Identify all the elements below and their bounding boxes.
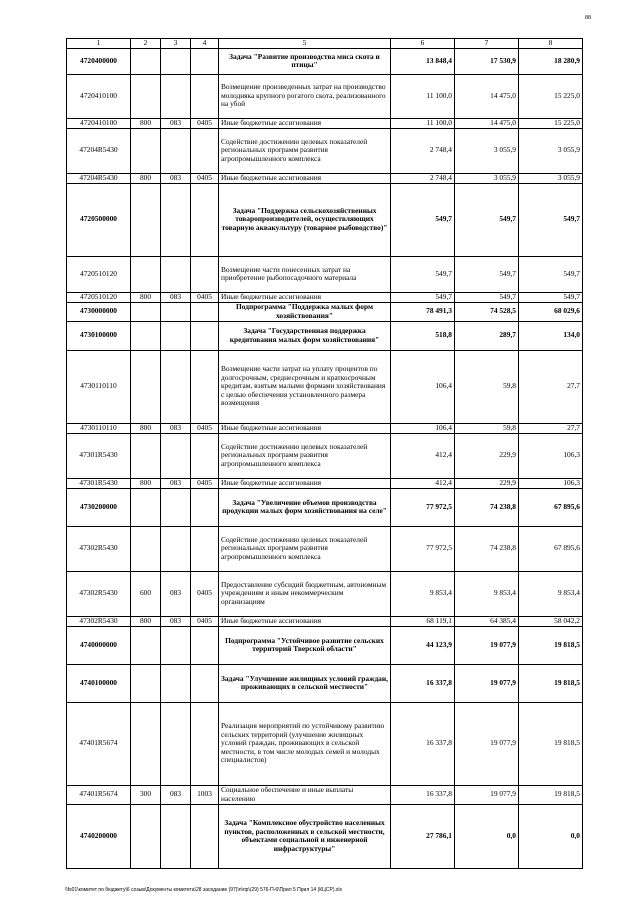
table-row: [67, 423, 583, 433]
row-value-2019: 2 748,4: [391, 128, 455, 173]
row-agency: 083: [161, 423, 191, 433]
row-section: 800: [131, 616, 161, 626]
budget-table: [66, 38, 583, 869]
row-code: 47301R5430: [67, 433, 131, 478]
header-cell: 1: [67, 39, 131, 49]
row-section: [131, 48, 161, 74]
row-value-2021: 106,3: [519, 478, 583, 488]
row-subsection: [191, 302, 219, 321]
row-value-2021: 19 818,5: [519, 664, 583, 702]
row-name: Иные бюджетные ассигнования: [219, 173, 391, 183]
row-section: 800: [131, 423, 161, 433]
row-section: [131, 128, 161, 173]
row-value-2020: 14 475,0: [455, 74, 519, 118]
row-value-2021: 18 280,9: [519, 48, 583, 74]
row-agency: [161, 256, 191, 292]
row-section: [131, 433, 161, 478]
row-subsection: [191, 256, 219, 292]
row-value-2019: 77 972,5: [391, 488, 455, 526]
row-section: [131, 74, 161, 118]
row-subsection: 0405: [191, 423, 219, 433]
row-subsection: 0405: [191, 616, 219, 626]
row-subsection: 0405: [191, 292, 219, 302]
row-subsection: [191, 48, 219, 74]
row-code: 4730110110: [67, 350, 131, 423]
row-subsection: [191, 183, 219, 256]
row-value-2019: 106,4: [391, 423, 455, 433]
row-value-2021: 549,7: [519, 292, 583, 302]
row-value-2020: 64 385,4: [455, 616, 519, 626]
row-subsection: [191, 128, 219, 173]
row-value-2020: 17 530,9: [455, 48, 519, 74]
row-agency: 083: [161, 118, 191, 128]
row-name: Возмещение части затрат на уплату процентов по долгосрочным, среднесрочным и краткосрочным кредитам, взятым малыми формами хозяйствования с целью обеспечения установленного размера возмещения: [219, 350, 391, 423]
row-value-2021: 0,0: [519, 804, 583, 868]
row-agency: [161, 433, 191, 478]
row-value-2019: 68 119,1: [391, 616, 455, 626]
table-row: [67, 321, 583, 350]
row-code: 47204R5430: [67, 128, 131, 173]
row-section: [131, 626, 161, 664]
table-row: [67, 48, 583, 74]
table-row: [67, 173, 583, 183]
row-subsection: [191, 74, 219, 118]
row-value-2021: 19 818,5: [519, 785, 583, 804]
row-value-2019: 11 100,0: [391, 118, 455, 128]
table-row: [67, 804, 583, 868]
row-subsection: [191, 321, 219, 350]
row-name: Содействие достижению целевых показателей региональных программ развития агропромышленного комплекса: [219, 526, 391, 571]
row-code: 4720410100: [67, 74, 131, 118]
row-value-2020: 19 077,9: [455, 664, 519, 702]
row-value-2019: 78 491,3: [391, 302, 455, 321]
row-value-2020: 3 055,9: [455, 128, 519, 173]
row-section: [131, 702, 161, 785]
header-cell: 4: [191, 39, 219, 49]
table-row: [67, 183, 583, 256]
row-code: 4730200000: [67, 488, 131, 526]
row-agency: [161, 702, 191, 785]
row-name: Социальное обеспечение и иные выплаты населению: [219, 785, 391, 804]
row-section: [131, 664, 161, 702]
row-code: 4720500000: [67, 183, 131, 256]
table-row: [67, 702, 583, 785]
table-row: [67, 350, 583, 423]
row-subsection: 0405: [191, 571, 219, 616]
row-subsection: [191, 433, 219, 478]
row-subsection: 0405: [191, 118, 219, 128]
header-cell: 6: [391, 39, 455, 49]
row-value-2019: 77 972,5: [391, 526, 455, 571]
row-value-2021: 549,7: [519, 183, 583, 256]
row-agency: [161, 183, 191, 256]
row-subsection: [191, 702, 219, 785]
row-agency: [161, 526, 191, 571]
row-value-2021: 19 818,5: [519, 702, 583, 785]
table-row: [67, 433, 583, 478]
row-code: 4740200000: [67, 804, 131, 868]
table-row: [67, 128, 583, 173]
row-code: 4730110110: [67, 423, 131, 433]
row-subsection: 0405: [191, 173, 219, 183]
table-row: [67, 256, 583, 292]
row-value-2020: 59,8: [455, 423, 519, 433]
table-row: [67, 571, 583, 616]
row-subsection: [191, 526, 219, 571]
row-value-2019: 412,4: [391, 433, 455, 478]
row-subsection: [191, 350, 219, 423]
header-cell: 5: [219, 39, 391, 49]
row-agency: 083: [161, 571, 191, 616]
table-row: [67, 478, 583, 488]
row-value-2020: 14 475,0: [455, 118, 519, 128]
row-code: 47204R5430: [67, 173, 131, 183]
row-name: Иные бюджетные ассигнования: [219, 423, 391, 433]
row-value-2019: 412,4: [391, 478, 455, 488]
row-agency: [161, 804, 191, 868]
row-value-2019: 106,4: [391, 350, 455, 423]
row-section: 300: [131, 785, 161, 804]
row-agency: 083: [161, 173, 191, 183]
row-value-2021: 27,7: [519, 423, 583, 433]
row-value-2019: 549,7: [391, 256, 455, 292]
row-value-2020: 229,9: [455, 478, 519, 488]
file-path-footer: \\fs01\комитет по бюджету\6 созыв\Документы комитета\28 заседание (97)\п\пр\(29) 576-П-6\Прил 5 Прил 14 (КЦСР).xls: [65, 887, 342, 893]
row-code: 47302R5430: [67, 526, 131, 571]
row-subsection: 0405: [191, 478, 219, 488]
row-value-2019: 9 853,4: [391, 571, 455, 616]
row-subsection: 1003: [191, 785, 219, 804]
row-value-2019: 2 748,4: [391, 173, 455, 183]
row-agency: 083: [161, 292, 191, 302]
row-subsection: [191, 626, 219, 664]
row-value-2020: 9 853,4: [455, 571, 519, 616]
row-value-2021: 19 818,5: [519, 626, 583, 664]
row-code: 4720410100: [67, 118, 131, 128]
row-name: Иные бюджетные ассигнования: [219, 292, 391, 302]
row-value-2021: 15 225,0: [519, 118, 583, 128]
table-row: [67, 785, 583, 804]
row-value-2020: 549,7: [455, 256, 519, 292]
row-value-2020: 289,7: [455, 321, 519, 350]
table-row: [67, 488, 583, 526]
table-row: [67, 292, 583, 302]
table-row: [67, 302, 583, 321]
row-section: [131, 256, 161, 292]
row-code: 4740000000: [67, 626, 131, 664]
row-name: Иные бюджетные ассигнования: [219, 478, 391, 488]
row-name: Иные бюджетные ассигнования: [219, 616, 391, 626]
row-section: [131, 488, 161, 526]
row-name: Задача "Увеличение объемов производства продукции малых форм хозяйствования на селе": [219, 488, 391, 526]
row-section: [131, 526, 161, 571]
row-value-2021: 3 055,9: [519, 173, 583, 183]
row-value-2019: 549,7: [391, 292, 455, 302]
header-cell: 7: [455, 39, 519, 49]
row-name: Возмещение части понесенных затрат на приобретение рыбопосадочного материала: [219, 256, 391, 292]
row-value-2021: 9 853,4: [519, 571, 583, 616]
row-name: Задача "Государственная поддержка кредитования малых форм хозяйствования": [219, 321, 391, 350]
row-code: 47401R5674: [67, 702, 131, 785]
row-agency: 083: [161, 478, 191, 488]
row-name: Иные бюджетные ассигнования: [219, 118, 391, 128]
table-row: [67, 118, 583, 128]
row-subsection: [191, 488, 219, 526]
row-code: 4720510120: [67, 292, 131, 302]
row-value-2020: 74 238,8: [455, 488, 519, 526]
row-code: 47401R5674: [67, 785, 131, 804]
row-value-2019: 549,7: [391, 183, 455, 256]
row-value-2020: 19 077,9: [455, 702, 519, 785]
row-code: 4720510120: [67, 256, 131, 292]
row-value-2020: 229,9: [455, 433, 519, 478]
row-value-2019: 16 337,8: [391, 785, 455, 804]
row-value-2020: 549,7: [455, 183, 519, 256]
row-section: [131, 321, 161, 350]
row-value-2019: 13 848,4: [391, 48, 455, 74]
row-name: Предоставление субсидий бюджетным, автономным учреждениям и иным некоммерческим организациям: [219, 571, 391, 616]
table-row: [67, 664, 583, 702]
row-value-2021: 67 895,6: [519, 488, 583, 526]
row-agency: [161, 350, 191, 423]
table-row: [67, 526, 583, 571]
row-value-2020: 0,0: [455, 804, 519, 868]
row-value-2020: 19 077,9: [455, 626, 519, 664]
row-code: 47301R5430: [67, 478, 131, 488]
row-value-2019: 44 123,9: [391, 626, 455, 664]
row-value-2020: 74 528,5: [455, 302, 519, 321]
row-value-2021: 3 055,9: [519, 128, 583, 173]
row-section: [131, 350, 161, 423]
row-section: [131, 183, 161, 256]
row-value-2021: 134,0: [519, 321, 583, 350]
row-code: 4730100000: [67, 321, 131, 350]
row-agency: [161, 48, 191, 74]
table-header-row: [67, 39, 583, 49]
row-section: 600: [131, 571, 161, 616]
table-row: [67, 74, 583, 118]
header-cell: 8: [519, 39, 583, 49]
header-cell: 3: [161, 39, 191, 49]
row-section: 800: [131, 173, 161, 183]
row-name: Задача "Улучшение жилищных условий граждан, проживающих в сельской местности": [219, 664, 391, 702]
table-row: [67, 626, 583, 664]
row-value-2021: 67 895,6: [519, 526, 583, 571]
row-code: 47302R5430: [67, 616, 131, 626]
row-value-2019: 16 337,8: [391, 702, 455, 785]
row-subsection: [191, 664, 219, 702]
row-agency: [161, 128, 191, 173]
row-agency: [161, 321, 191, 350]
row-subsection: [191, 804, 219, 868]
row-value-2020: 19 077,9: [455, 785, 519, 804]
row-section: 800: [131, 292, 161, 302]
row-agency: 083: [161, 616, 191, 626]
row-value-2020: 549,7: [455, 292, 519, 302]
row-name: Реализация мероприятий по устойчивому развитию сельских территорий (улучшение жилищных условий граждан, проживающих в сельской местности, в том числе молодых семей и молодых специалистов): [219, 702, 391, 785]
row-code: 4740100000: [67, 664, 131, 702]
row-section: [131, 302, 161, 321]
row-name: Возмещение произведенных затрат на производство молодняка крупного рогатого скота, реализованного на убой: [219, 74, 391, 118]
header-cell: 2: [131, 39, 161, 49]
row-value-2020: 59,8: [455, 350, 519, 423]
row-value-2021: 106,3: [519, 433, 583, 478]
page-number: 88: [585, 15, 591, 21]
row-value-2019: 16 337,8: [391, 664, 455, 702]
row-code: 4720400000: [67, 48, 131, 74]
row-name: Подпрограмма "Устойчивое развитие сельских территорий Тверской области": [219, 626, 391, 664]
row-agency: [161, 74, 191, 118]
row-name: Содействие достижению целевых показателей региональных программ развития агропромышленного комплекса: [219, 433, 391, 478]
row-value-2019: 27 786,1: [391, 804, 455, 868]
row-agency: [161, 302, 191, 321]
row-section: 800: [131, 118, 161, 128]
row-name: Задача "Развитие производства миса скота и птицы": [219, 48, 391, 74]
row-code: 4730000000: [67, 302, 131, 321]
row-code: 47302R5430: [67, 571, 131, 616]
row-agency: [161, 626, 191, 664]
row-name: Содействие достижению целевых показателей региональных программ развития агропромышленного комплекса: [219, 128, 391, 173]
row-value-2019: 11 100,0: [391, 74, 455, 118]
row-value-2021: 58 042,2: [519, 616, 583, 626]
row-value-2021: 27,7: [519, 350, 583, 423]
row-value-2021: 549,7: [519, 256, 583, 292]
row-value-2021: 68 029,6: [519, 302, 583, 321]
row-value-2021: 15 225,0: [519, 74, 583, 118]
row-agency: [161, 488, 191, 526]
row-agency: [161, 664, 191, 702]
row-value-2020: 3 055,9: [455, 173, 519, 183]
row-value-2020: 74 238,8: [455, 526, 519, 571]
row-name: Подпрограмма "Поддержка малых форм хозяйствования": [219, 302, 391, 321]
row-value-2019: 518,8: [391, 321, 455, 350]
row-agency: 083: [161, 785, 191, 804]
row-name: Задача "Комплексное обустройство населенных пунктов, расположенных в сельской местности, объектами социальной и инженерной инфраструктуры": [219, 804, 391, 868]
row-section: [131, 804, 161, 868]
row-section: 800: [131, 478, 161, 488]
table-row: [67, 616, 583, 626]
row-name: Задача "Поддержка сельскохозяйственных товаропроизводителей, осуществляющих товарную аквакультуру (товарное рыбоводство)": [219, 183, 391, 256]
